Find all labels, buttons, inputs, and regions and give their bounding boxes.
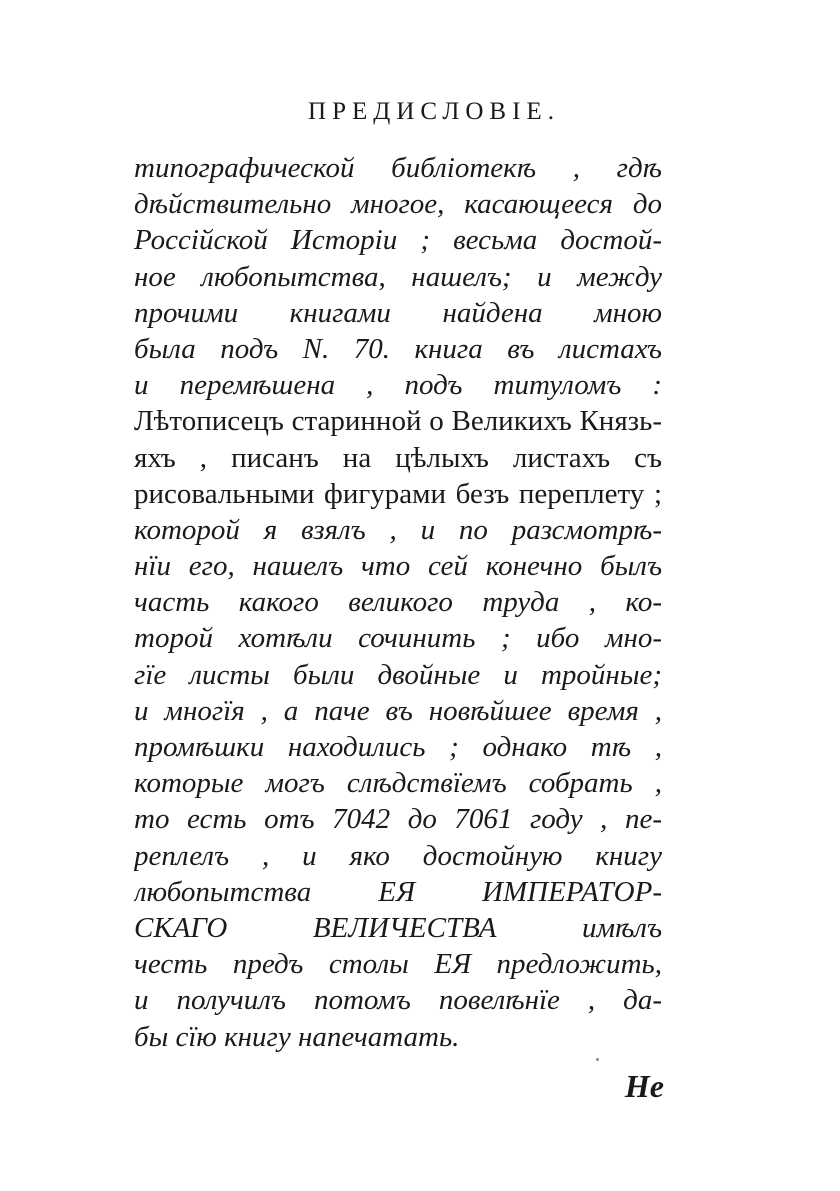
text-line: СКАГО ВЕЛИЧЕСТВА имѣлъ [134, 911, 662, 944]
text-line: бы сїю книгу напечатать. [134, 1020, 460, 1053]
text-line: Россійской Исторіи ; весьма достой- [134, 224, 662, 257]
text-line: реплелъ , и яко достойную книгу [134, 839, 662, 872]
text-line: прочими книгами найдена мною [134, 296, 662, 329]
text-line: дѣйствительно многое, касающееся до [134, 188, 662, 221]
text-line: типографической библіотекѣ , гдѣ [134, 152, 662, 184]
text-line: часть какого великого труда , ко- [134, 586, 662, 619]
text-line: была подъ N. 70. книга въ листахъ [134, 332, 662, 365]
text-line: Лѣтописецъ старинной о Великихъ Князь- [134, 405, 662, 438]
catchword: Не [624, 1068, 664, 1104]
text-line: любопытства ЕЯ ИМПЕРАТОР- [134, 875, 662, 908]
text-line: и получилъ потомъ повелѣнїе , да- [134, 984, 662, 1017]
text-line: которой я взялъ , и по разсмотрѣ- [134, 513, 662, 546]
text-line: яхъ , писанъ на цѣлыхъ листахъ съ [134, 441, 662, 474]
print-speck [596, 1058, 599, 1061]
body-text [134, 150, 662, 1055]
text-line: которые могъ слѣдствїемъ собрать , [134, 767, 662, 800]
text-line: торой хотѣли сочинить ; ибо мно- [134, 622, 662, 655]
running-head: ПРЕДИСЛОВІЕ. [308, 98, 560, 125]
text-line: гїе листы были двойные и тройные; [134, 658, 662, 691]
text-line: то есть отъ 7042 до 7061 году , пе- [134, 803, 662, 836]
text-line: нїи его, нашелъ что сей конечно былъ [134, 550, 662, 583]
text-line: промѣшки находились ; однако тѣ , [134, 731, 662, 763]
text-line: честь предъ столы ЕЯ предложить, [134, 948, 662, 981]
text-line: ное любопытства, нашелъ; и между [134, 260, 662, 293]
text-line: и перемѣшена , подъ титуломъ : [134, 369, 662, 402]
text-line: и многїя , а паче въ новѣйшее время , [134, 694, 662, 727]
text-line: рисовальными фигурами безъ переплету ; [134, 477, 662, 510]
